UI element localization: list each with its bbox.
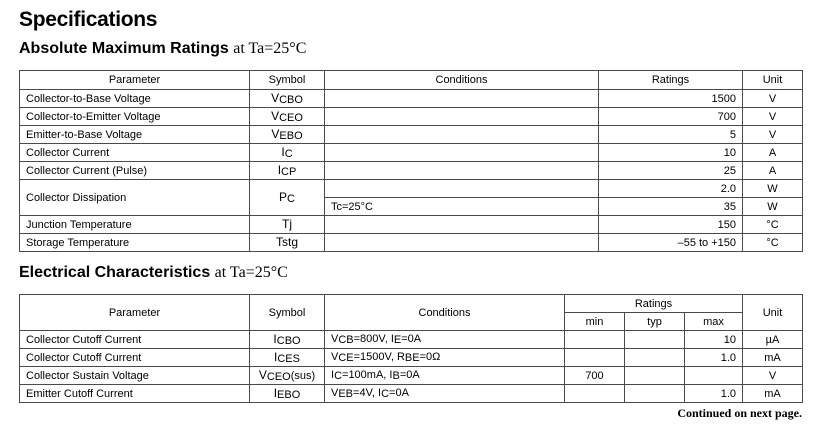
abs-max-heading bbox=[19, 40, 306, 58]
table-row bbox=[20, 144, 803, 162]
rating-cell: 10 bbox=[599, 144, 743, 162]
symbol: I bbox=[281, 145, 285, 159]
rating-cell: 25 bbox=[599, 162, 743, 180]
table-row bbox=[20, 162, 803, 180]
rating-cell: 5 bbox=[599, 126, 743, 144]
symbol-subscript: CEO bbox=[266, 371, 291, 383]
table-row bbox=[20, 90, 803, 108]
conditions-cell bbox=[325, 90, 599, 108]
symbol-cell bbox=[250, 331, 325, 349]
parameter-cell: Collector Sustain Voltage bbox=[20, 367, 250, 385]
table-row bbox=[20, 349, 803, 367]
unit-cell: A bbox=[743, 162, 803, 180]
symbol: I bbox=[277, 163, 282, 177]
elec-char-heading-text: Electrical Characteristics bbox=[19, 264, 211, 281]
symbol-cell bbox=[250, 385, 325, 403]
conditions-cell bbox=[325, 162, 599, 180]
typ-cell bbox=[625, 331, 685, 349]
unit-cell: A bbox=[743, 144, 803, 162]
conditions-cell bbox=[325, 349, 565, 367]
parameter-cell: Collector Current (Pulse) bbox=[20, 162, 250, 180]
symbol-subscript: EBO bbox=[279, 130, 303, 142]
symbol-cell bbox=[250, 180, 325, 216]
elec-header-ratings: Ratings bbox=[565, 295, 743, 313]
elec-header-row-1 bbox=[20, 295, 803, 313]
symbol-subscript: CBO bbox=[279, 94, 303, 106]
abs-header-unit: Unit bbox=[743, 71, 803, 90]
condition-subscript: C bbox=[334, 370, 343, 382]
max-cell: 1.0 bbox=[685, 349, 743, 367]
symbol-subscript: CP bbox=[281, 166, 297, 178]
condition-value: =0A bbox=[389, 387, 409, 399]
condition-value: =0A bbox=[401, 333, 422, 345]
condition-symbol: V bbox=[331, 387, 339, 399]
condition-symbol: I bbox=[378, 387, 382, 399]
condition-symbol: I bbox=[389, 369, 393, 381]
table-row bbox=[20, 367, 803, 385]
conditions-cell bbox=[325, 367, 565, 385]
symbol-subscript: CES bbox=[277, 353, 300, 365]
symbol-cell bbox=[250, 367, 325, 385]
conditions-cell bbox=[325, 144, 599, 162]
unit-cell: °C bbox=[743, 234, 803, 252]
parameter-cell: Junction Temperature bbox=[20, 216, 250, 234]
parameter-cell: Collector Current bbox=[20, 144, 250, 162]
min-cell bbox=[565, 385, 625, 403]
table-row bbox=[20, 108, 803, 126]
table-row bbox=[20, 216, 803, 234]
rating-cell: 1500 bbox=[599, 90, 743, 108]
typ-cell bbox=[625, 367, 685, 385]
elec-header-max: max bbox=[685, 313, 743, 331]
max-cell: 1.0 bbox=[685, 385, 743, 403]
symbol-subscript: C bbox=[284, 148, 293, 160]
abs-header-parameter: Parameter bbox=[20, 71, 250, 90]
rating-cell: 150 bbox=[599, 216, 743, 234]
parameter-cell: Collector-to-Base Voltage bbox=[20, 90, 250, 108]
conditions-cell bbox=[325, 331, 565, 349]
elec-char-heading-condition: at Ta=25°C bbox=[214, 264, 288, 281]
parameter-cell: Collector-to-Emitter Voltage bbox=[20, 108, 250, 126]
symbol-cell bbox=[250, 162, 325, 180]
table-row bbox=[20, 126, 803, 144]
unit-cell: V bbox=[743, 367, 803, 385]
unit-cell: V bbox=[743, 126, 803, 144]
condition-value: =100mA, bbox=[342, 369, 390, 381]
symbol: Tstg bbox=[275, 235, 298, 249]
symbol: P bbox=[279, 190, 288, 204]
min-cell bbox=[565, 349, 625, 367]
typ-cell bbox=[625, 349, 685, 367]
condition-subscript: EB bbox=[338, 388, 354, 400]
symbol: Tj bbox=[282, 217, 292, 231]
min-cell: 700 bbox=[565, 367, 625, 385]
abs-max-heading-text: Absolute Maximum Ratings bbox=[19, 40, 229, 57]
elec-header-parameter: Parameter bbox=[20, 295, 250, 331]
rating-cell: –55 to +150 bbox=[599, 234, 743, 252]
unit-cell: µA bbox=[743, 331, 803, 349]
unit-cell: mA bbox=[743, 385, 803, 403]
parameter-cell: Emitter-to-Base Voltage bbox=[20, 126, 250, 144]
symbol: V bbox=[271, 91, 280, 105]
conditions-cell bbox=[325, 126, 599, 144]
rating-cell: 700 bbox=[599, 108, 743, 126]
max-cell bbox=[685, 367, 743, 385]
symbol-subscript: EBO bbox=[277, 389, 301, 401]
condition-subscript: BE bbox=[404, 352, 420, 364]
conditions-cell bbox=[325, 180, 599, 198]
condition-symbol: I bbox=[390, 333, 394, 345]
conditions-cell bbox=[325, 234, 599, 252]
condition-symbol: V bbox=[331, 351, 339, 363]
condition-value: =800V, bbox=[353, 333, 391, 345]
rating-cell: 35 bbox=[599, 198, 743, 216]
symbol-cell bbox=[250, 108, 325, 126]
elec-header-symbol: Symbol bbox=[250, 295, 325, 331]
symbol-subscript: C bbox=[287, 193, 295, 205]
symbol-cell bbox=[250, 349, 325, 367]
condition-symbol: I bbox=[331, 369, 335, 381]
parameter-cell: Collector Dissipation bbox=[20, 180, 250, 216]
abs-max-heading-condition: at Ta=25°C bbox=[233, 40, 307, 57]
symbol: V bbox=[258, 368, 267, 382]
elec-header-min: min bbox=[565, 313, 625, 331]
condition-subscript: CE bbox=[338, 352, 354, 364]
symbol: V bbox=[271, 109, 280, 123]
condition-subscript: C bbox=[381, 388, 390, 400]
abs-header-row bbox=[20, 71, 803, 90]
table-row bbox=[20, 180, 803, 198]
conditions-cell bbox=[325, 385, 565, 403]
condition-subscript: CB bbox=[338, 334, 354, 346]
table-row bbox=[20, 385, 803, 403]
condition-value: =0A bbox=[399, 369, 420, 381]
elec-char-heading bbox=[19, 264, 288, 282]
elec-header-typ: typ bbox=[625, 313, 685, 331]
symbol-cell bbox=[250, 234, 325, 252]
symbol-cell bbox=[250, 216, 325, 234]
table-row bbox=[20, 234, 803, 252]
symbol: V bbox=[271, 127, 280, 141]
parameter-cell: Emitter Cutoff Current bbox=[20, 385, 250, 403]
elec-char-table bbox=[19, 294, 803, 403]
condition-value: =0Ω bbox=[419, 351, 441, 363]
condition-symbol: V bbox=[331, 333, 339, 345]
abs-header-conditions: Conditions bbox=[325, 71, 599, 90]
symbol: I bbox=[274, 350, 278, 364]
elec-header-conditions: Conditions bbox=[325, 295, 565, 331]
conditions-cell bbox=[325, 108, 599, 126]
parameter-cell: Collector Cutoff Current bbox=[20, 349, 250, 367]
unit-cell: W bbox=[743, 198, 803, 216]
page-title: Specifications bbox=[19, 8, 158, 31]
symbol: I bbox=[273, 386, 278, 400]
conditions-cell: Tc=25°C bbox=[325, 198, 599, 216]
symbol-subscript: CEO bbox=[279, 112, 303, 124]
condition-subscript: E bbox=[393, 334, 402, 346]
elec-header-unit: Unit bbox=[743, 295, 803, 331]
unit-cell: W bbox=[743, 180, 803, 198]
symbol-cell bbox=[250, 144, 325, 162]
unit-cell: °C bbox=[743, 216, 803, 234]
min-cell bbox=[565, 331, 625, 349]
symbol-suffix: (sus) bbox=[290, 370, 316, 382]
abs-header-symbol: Symbol bbox=[250, 71, 325, 90]
unit-cell: V bbox=[743, 108, 803, 126]
conditions-cell bbox=[325, 216, 599, 234]
rating-cell: 2.0 bbox=[599, 180, 743, 198]
symbol-cell bbox=[250, 90, 325, 108]
symbol: I bbox=[273, 332, 277, 346]
parameter-cell: Collector Cutoff Current bbox=[20, 331, 250, 349]
condition-symbol: R bbox=[396, 351, 405, 363]
abs-header-ratings: Ratings bbox=[599, 71, 743, 90]
unit-cell: mA bbox=[743, 349, 803, 367]
condition-value: =1500V, bbox=[353, 351, 397, 363]
continued-note: Continued on next page. bbox=[677, 406, 802, 420]
typ-cell bbox=[625, 385, 685, 403]
table-row bbox=[20, 331, 803, 349]
condition-subscript: B bbox=[392, 370, 400, 382]
parameter-cell: Storage Temperature bbox=[20, 234, 250, 252]
symbol-cell bbox=[250, 126, 325, 144]
unit-cell: V bbox=[743, 90, 803, 108]
condition-value: =4V, bbox=[353, 387, 379, 399]
abs-max-table bbox=[19, 70, 803, 252]
symbol-subscript: CBO bbox=[276, 335, 301, 347]
max-cell: 10 bbox=[685, 331, 743, 349]
